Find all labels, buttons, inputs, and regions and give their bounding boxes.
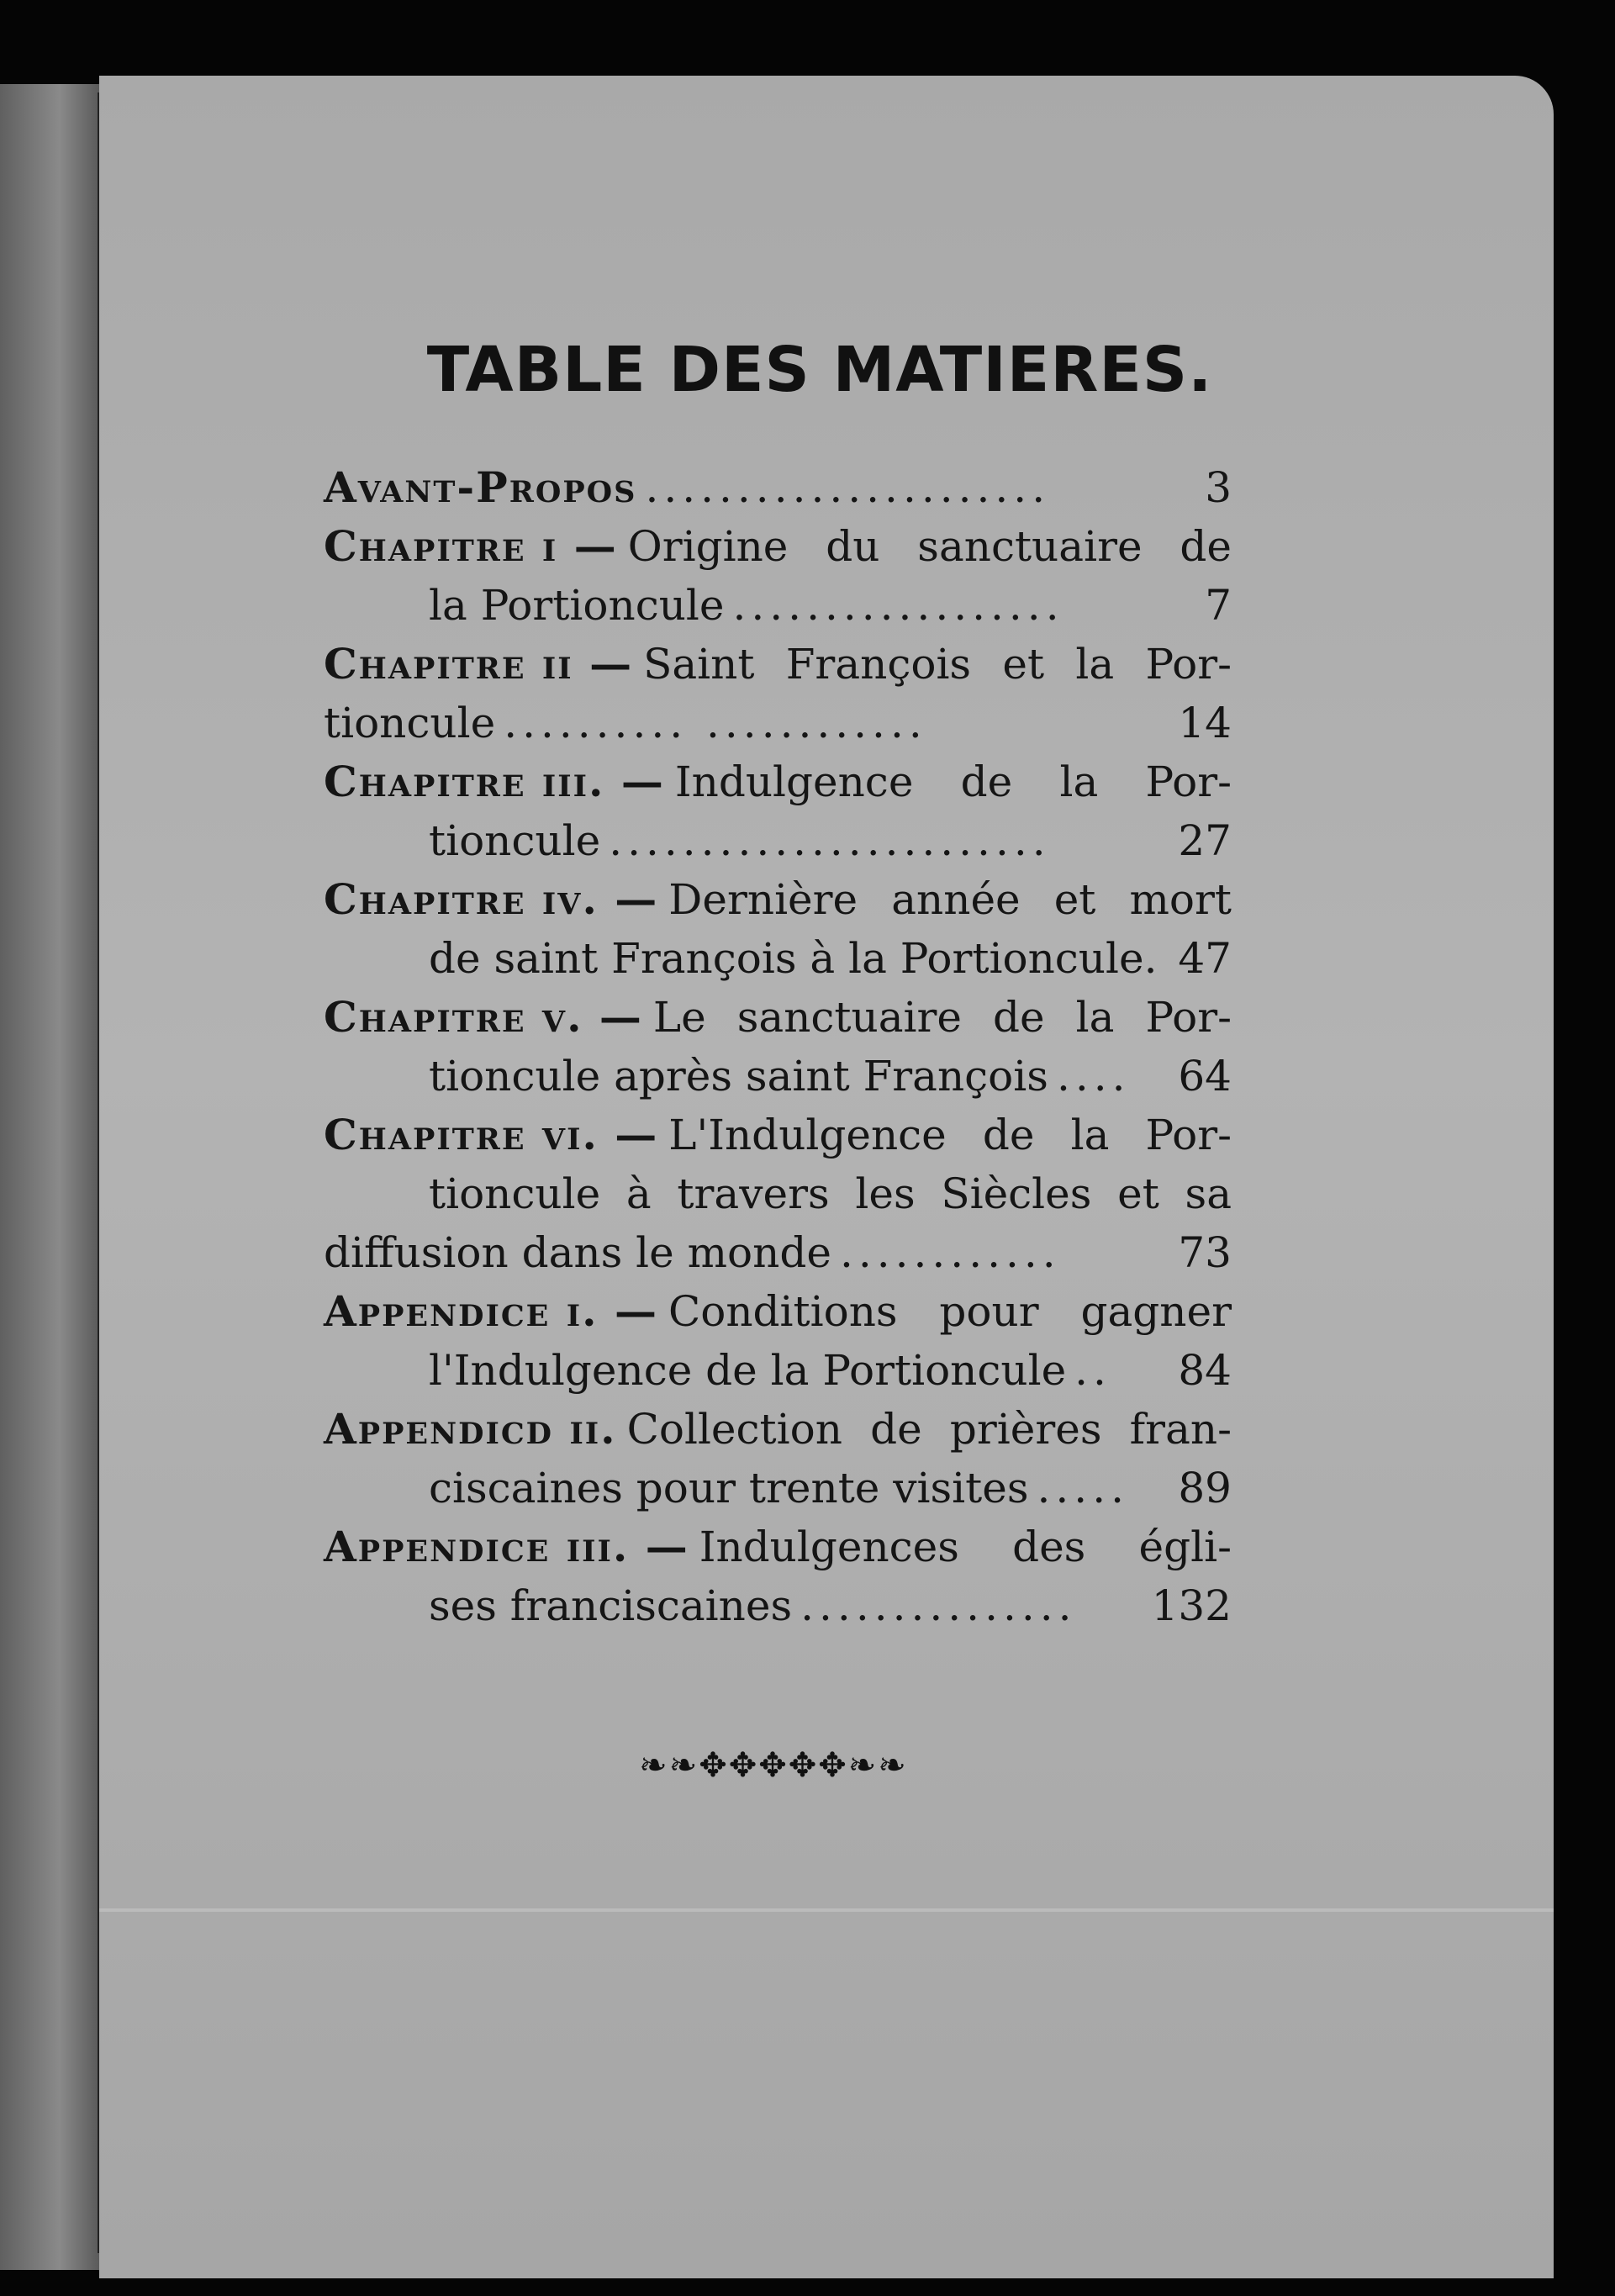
toc-text: tioncule [429, 816, 601, 865]
toc-line-chapitre-6-cont [324, 1164, 1232, 1223]
toc-text: ciscaines pour trente visites [429, 1464, 1029, 1512]
toc-text: l'Indulgence de la Portioncule [429, 1346, 1067, 1395]
toc-line-appendice-3 [324, 1517, 1232, 1576]
toc-line-chapitre-6-cont-2 [324, 1223, 1232, 1282]
toc-label: Appendice iii. — [324, 1522, 689, 1571]
toc-page-number: 89 [1178, 1464, 1232, 1512]
toc-line-chapitre-4 [324, 870, 1232, 929]
toc-label: Avant-Propos [324, 462, 637, 512]
toc-line-chapitre-1-cont [324, 576, 1232, 635]
toc-line-chapitre-3-cont [324, 811, 1232, 870]
toc-line-chapitre-2-cont [324, 694, 1232, 752]
toc-line-chapitre-6 [324, 1106, 1232, 1164]
toc-text: Indulgence de la Por- [674, 757, 1232, 806]
toc-text: L'Indulgence de la Por- [668, 1111, 1232, 1159]
toc-leader-dots: .. [1074, 1346, 1111, 1395]
toc-line-chapitre-5-cont [324, 1047, 1232, 1106]
toc-text: tioncule [324, 699, 496, 747]
toc-line-avant-propos [324, 458, 1232, 517]
toc-text: Saint François et la Por- [643, 640, 1232, 689]
toc-text: Indulgences des égli- [699, 1523, 1232, 1571]
left-page-edge [0, 84, 99, 2270]
toc-page-number: 47 [1178, 934, 1232, 983]
toc-text: diffusion dans le monde [324, 1228, 831, 1277]
toc-text: tioncule après saint François [429, 1052, 1048, 1100]
toc-label: Chapitre i — [324, 521, 618, 571]
toc-label: Chapitre ii — [324, 639, 634, 689]
toc-leader-dots: .......... ............ [504, 699, 927, 747]
decorative-ornament-icon: ❧❧✥✥✥✥✥❧❧ [639, 1746, 908, 1785]
toc-page-number: 27 [1178, 816, 1232, 865]
toc-text: Le sanctuaire de la Por- [652, 993, 1232, 1042]
toc-page-number: 84 [1178, 1346, 1232, 1395]
toc-line-appendice-1-cont [324, 1341, 1232, 1400]
toc-line-chapitre-2 [324, 635, 1232, 694]
toc-page-number: 3 [1205, 463, 1232, 512]
toc-label: Appendicd ii. [324, 1404, 617, 1454]
toc-label: Chapitre v. — [324, 992, 643, 1042]
toc-text: la Portioncule [429, 581, 725, 630]
toc-page-number: 7 [1205, 581, 1232, 630]
toc-label: Chapitre iii. — [324, 757, 665, 806]
toc-leader-dots: ...................... [645, 463, 1051, 512]
toc-leader-dots: ........................ [609, 816, 1051, 865]
toc-line-chapitre-1 [324, 517, 1232, 576]
toc-leader-dots: .... [1056, 1052, 1131, 1100]
toc-line-chapitre-4-cont [324, 929, 1232, 988]
toc-line-appendice-3-cont [324, 1576, 1232, 1635]
toc-label: Appendice i. — [324, 1286, 658, 1336]
toc-leader-dots: ..... [1037, 1464, 1129, 1512]
toc-text: Dernière année et mort [668, 875, 1232, 924]
toc-page-number: 73 [1178, 1228, 1232, 1277]
toc-line-chapitre-5 [324, 988, 1232, 1047]
toc-text: tioncule à travers les Siècles et sa [429, 1169, 1232, 1218]
page-title: TABLE DES MATIERES. [426, 334, 1213, 406]
toc-text: de saint François à la Portioncule. [429, 934, 1158, 983]
toc-line-chapitre-3 [324, 752, 1232, 811]
toc-label: Chapitre vi. — [324, 1110, 659, 1159]
toc-leader-dots: ............ [839, 1228, 1061, 1277]
toc-text: Origine du sanctuaire de [627, 522, 1232, 571]
toc-page-number: 132 [1151, 1581, 1232, 1630]
toc-line-appendice-2-cont [324, 1459, 1232, 1517]
toc-line-appendice-2 [324, 1400, 1232, 1459]
toc-text: Collection de prières fran- [626, 1405, 1232, 1454]
toc-leader-dots: ............... [800, 1581, 1077, 1630]
page-crease [99, 1908, 1554, 1912]
toc-text: ses franciscaines [429, 1581, 793, 1630]
toc-line-appendice-1 [324, 1282, 1232, 1341]
toc-leader-dots: .................. [732, 581, 1064, 630]
toc-page-number: 64 [1178, 1052, 1232, 1100]
toc-text: Conditions pour gagner [668, 1287, 1232, 1336]
table-of-contents [324, 458, 1232, 1635]
toc-page-number: 14 [1178, 699, 1232, 747]
toc-label: Chapitre iv. — [324, 874, 659, 924]
